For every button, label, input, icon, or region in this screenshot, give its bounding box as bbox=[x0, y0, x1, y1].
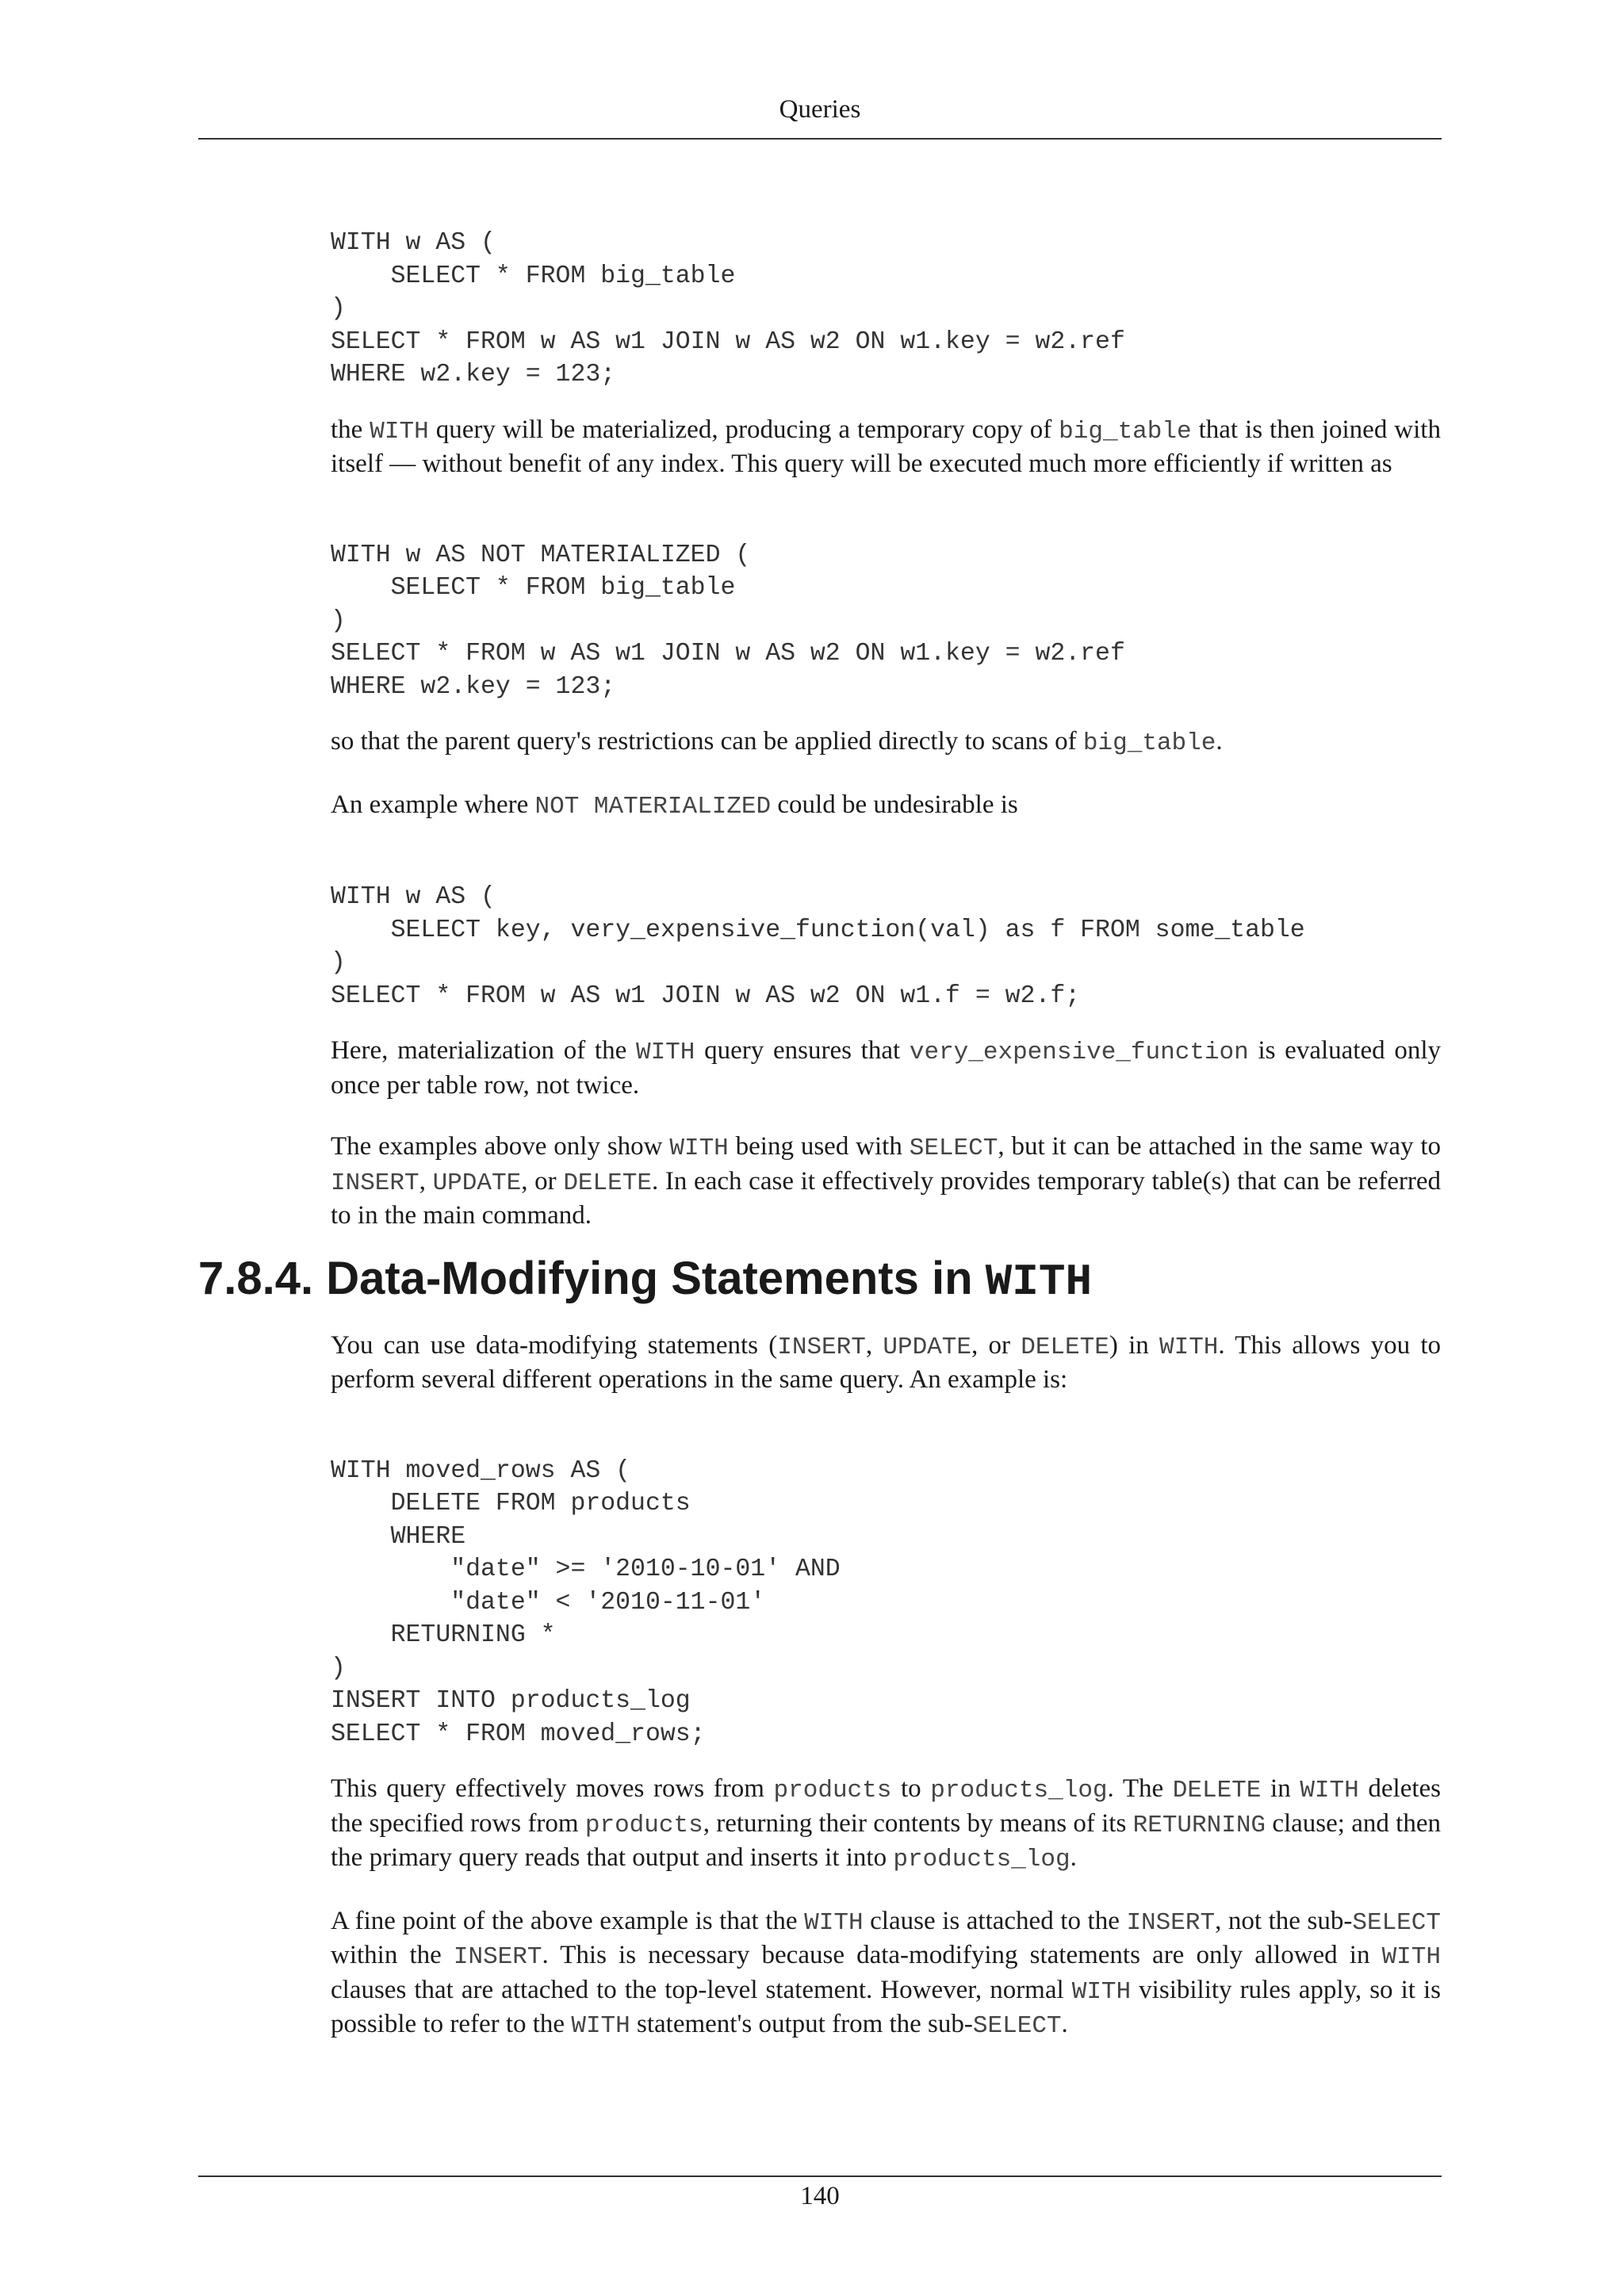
paragraph-materialization-once: Here, materialization of the WITH query ensures that very_expensive_function is evaluated only once per table row, not twice. bbox=[331, 1036, 1441, 1100]
paragraph-fine-point: A fine point of the above example is that the WITH clause is attached to the INSERT, not the sub-SELECT within the INSERT. This is necessary because data-modifying statements are only allowed in WITH clauses that are attached to the top-level statement. However, normal WITH visibility rules apply, so it is possible to refer to the WITH statement's output from the sub-SELECT. bbox=[331, 1906, 1441, 2040]
paragraph-materialized-explanation: the WITH query will be materialized, producing a temporary copy of big_table that is then joined with itself — without benefit of any index. This query will be executed much more efficiently if written as bbox=[331, 415, 1441, 478]
paragraph-data-modifying-intro: You can use data-modifying statements (INSERT, UPDATE, or DELETE) in WITH. This allows you to perform several different operations in the same query. An example is: bbox=[331, 1330, 1442, 1394]
paragraph-undesirable-example: An example where NOT MATERIALIZED could be undesirable is bbox=[331, 790, 1018, 821]
page-number: 140 bbox=[800, 2182, 840, 2210]
paragraph-with-other-commands: The examples above only show WITH being used with SELECT, but it can be attached in the same way to INSERT, UPDATE, or DELETE. In each case it effectively provides temporary table(s) that can be referred to in the main command. bbox=[331, 1132, 1442, 1230]
code-example-not-materialized: WITH w AS NOT MATERIALIZED ( SELECT * FROM big_table ) SELECT * FROM w AS w1 JOIN w AS w2 ON w1.key = w2.ref WHERE w2.key = 123; bbox=[331, 541, 1125, 701]
running-header: Queries bbox=[779, 95, 861, 124]
header-rule bbox=[198, 138, 1442, 140]
section-heading: 7.8.4. Data-Modifying Statements in WITH bbox=[198, 1252, 1093, 1307]
code-example-expensive-function: WITH w AS ( SELECT key, very_expensive_function(val) as f FROM some_table ) SELECT * FROM w AS w1 JOIN w AS w2 ON w1.f = w2.f; bbox=[331, 883, 1305, 1010]
paragraph-restrictions: so that the parent query's restrictions can be applied directly to scans of big_table. bbox=[331, 727, 1223, 757]
page-content bbox=[198, 227, 1442, 2043]
footer-rule bbox=[198, 2175, 1442, 2177]
paragraph-moved-rows-explanation: This query effectively moves rows from products to products_log. The DELETE in WITH deletes the specified rows from products, returning their contents by means of its RETURNING clause; and then the primary query reads that output and inserts it into products_log. bbox=[331, 1774, 1441, 1873]
code-example-moved-rows: WITH moved_rows AS ( DELETE FROM products WHERE "date" >= '2010-10-01' AND "date" < '2010-11-01' RETURNING * ) INSERT INTO products_log SELECT * FROM moved_rows; bbox=[331, 1456, 841, 1748]
code-example-cte-materialized: WITH w AS ( SELECT * FROM big_table ) SELECT * FROM w AS w1 JOIN w AS w2 ON w1.key = w2.ref WHERE w2.key = 123; bbox=[331, 229, 1125, 388]
